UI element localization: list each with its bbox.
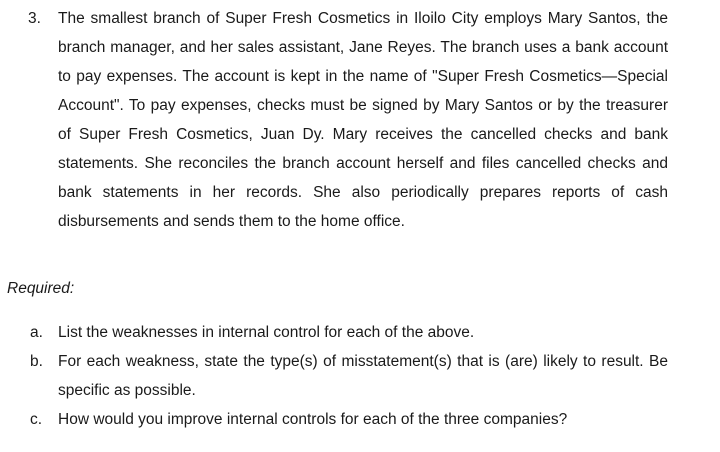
requirement-a	[30, 318, 668, 347]
requirement-text: For each weakness, state the type(s) of misstatement(s) that is (are) likely to result. Be specific as possible.	[58, 353, 668, 399]
requirement-letter: a.	[30, 324, 43, 341]
item-number: 3.	[28, 10, 41, 27]
problem-item-3	[28, 4, 668, 236]
requirement-text: How would you improve internal controls for each of the three companies?	[58, 411, 568, 428]
requirement-c	[30, 405, 668, 434]
required-heading: Required:	[7, 280, 75, 297]
requirement-letter: c.	[30, 411, 43, 428]
requirement-letter: b.	[30, 353, 43, 370]
requirements-list	[30, 318, 668, 434]
requirement-text: List the weaknesses in internal control for each of the above.	[58, 324, 475, 341]
requirement-b	[30, 347, 668, 405]
item-paragraph: The smallest branch of Super Fresh Cosmetics in Iloilo City employs Mary Santos, the branch manager, and her sales assistant, Jane Reyes. The branch uses a bank account to pay expenses. The account is kept in the name of "Super Fresh Cosmetics—Special Account". To pay expenses, checks must be signed by Mary Santos or by the treasurer of Super Fresh Cosmetics, Juan Dy. Mary receives the cancelled checks and bank statements. She reconciles the branch account herself and files cancelled checks and bank statements in her records. She also periodically prepares reports of cash disbursements and sends them to the home office.	[58, 10, 668, 230]
